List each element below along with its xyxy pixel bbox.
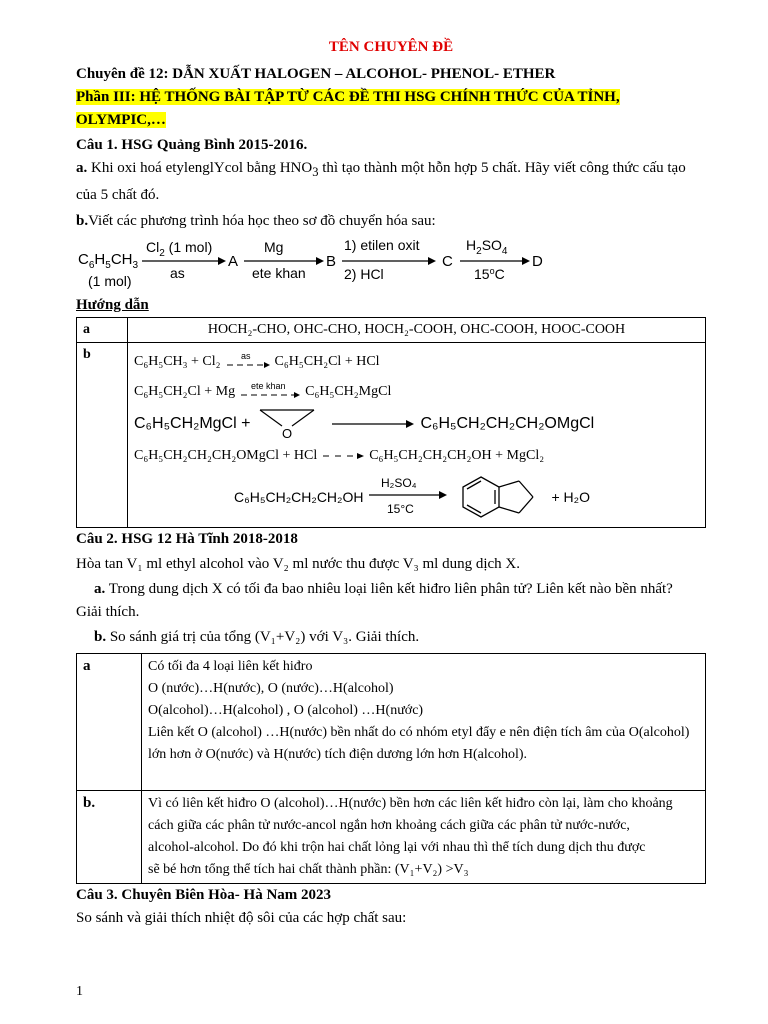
reaction-scheme-svg <box>76 236 706 292</box>
equation-5 <box>134 471 699 523</box>
eq3-left: C₆H₅CH₂MgCl + <box>134 415 251 432</box>
indane-structure <box>455 473 547 521</box>
scheme-r1-above: $Cl_2$ (1 mol) <box>146 239 213 259</box>
q2-intro: Hòa tan V₁ ml ethyl alcohol vào V₂ ml nước thu được V₃ ml dung dịch X. <box>76 556 521 572</box>
q3-heading: Câu 3. Chuyên Biên Hòa- Hà Nam 2023 <box>76 887 332 903</box>
document-title: TÊN CHUYÊN ĐỀ <box>328 39 454 55</box>
q1-a-sub: 3 <box>312 165 319 179</box>
eq2-right: C₆H₅CH₂MgCl <box>305 384 392 399</box>
eq5-right: + H₂O <box>551 489 590 505</box>
scheme-arrow-1-head <box>218 257 226 265</box>
part-heading <box>76 86 706 109</box>
q1-b-label: b. <box>76 213 89 229</box>
q1-b-text: Viết các phương trình hóa học theo sơ đồ chuyển hóa sau: <box>88 213 436 229</box>
scheme-r4-above: $H_2SO_4$ <box>466 237 508 257</box>
scheme-arrow-4-head <box>522 257 530 265</box>
eq2-left: C₆H₅CH₂Cl + Mg <box>134 384 236 399</box>
q2-part-b <box>76 626 706 649</box>
q2-b-label: b. <box>94 629 107 645</box>
q1-answer-table <box>76 317 706 528</box>
eq3-right: C₆H₅CH₂CH₂CH₂OMgCl <box>420 415 595 432</box>
scheme-r2-below: ete khan <box>252 265 306 281</box>
q1-row-a-answer: HOCH₂-CHO, OHC-CHO, HOCH₂-COOH, OHC-COOH, HOOC-COOH <box>128 318 706 343</box>
eq4-left: C₆H₅CH₂CH₂CH₂OMgCl + HCl <box>134 448 318 463</box>
q3-text: So sánh và giải thích nhiệt độ sôi của các hợp chất sau: <box>76 910 407 926</box>
q1-part-b <box>76 210 706 233</box>
eq1-arrow <box>225 351 271 373</box>
q2-a-spacer <box>148 766 699 788</box>
q2-heading: Câu 2. HSG 12 Hà Tĩnh 2018-2018 <box>76 531 298 547</box>
q1-row-a-label: a <box>77 318 128 343</box>
eq3-arrow <box>330 417 414 431</box>
eq5-left: C₆H₅CH₂CH₂CH₂OH <box>234 489 364 505</box>
scheme-p4: D <box>532 253 543 270</box>
q2-a-line4: Liên kết O (alcohol) …H(nước) bền nhất do có nhóm etyl đẩy e nên điện tích âm của O(alcohol) <box>148 725 690 740</box>
q1-row-b-label: b <box>77 343 128 528</box>
scheme-r3-below: 2) HCl <box>344 266 384 282</box>
q2-b-line4: sẽ bé hơn tổng thể tích hai chất thành phần: (V₁+V₂) >V₃ <box>148 862 469 877</box>
scheme-arrow-2-head <box>316 257 324 265</box>
part-heading-line1: Phần III: HỆ THỐNG BÀI TẬP TỪ CÁC ĐỀ THI HSG CHÍNH THỨC CỦA TỈNH, <box>76 89 620 105</box>
q1-guide <box>76 294 706 317</box>
q2-b-line3: alcohol-alcohol. Do đó khi trộn hai chất lỏng lại với nhau thì thể tích dung dịch thu được <box>148 840 646 855</box>
eq5-cond-below: 15°C <box>387 502 415 516</box>
eq5-arrow <box>367 473 447 521</box>
q1-part-a <box>76 157 706 184</box>
part-heading-2 <box>76 109 706 132</box>
scheme-reactant-amount: (1 mol) <box>88 273 132 289</box>
q1-row-b-equations <box>128 343 706 528</box>
equation-4 <box>134 441 699 471</box>
equation-2 <box>134 377 699 407</box>
q2-a-label: a. <box>94 581 106 597</box>
q2-b-text: So sánh giá trị của tổng (V₁+V₂) với V₃. Giải thích. <box>106 629 420 645</box>
scheme-r3-above: 1) etilen oxit <box>344 237 420 253</box>
scheme-r2-above: Mg <box>264 239 284 255</box>
q1-a-label: a. <box>76 160 88 176</box>
q2-a-text: Trong dung dịch X có tối đa bao nhiêu loại liên kết hiđro liên phân tử? Liên kết nào bền nhất? <box>105 581 673 597</box>
q1-heading: Câu 1. HSG Quảng Bình 2015-2016. <box>76 137 308 153</box>
q2-answer-table <box>76 653 706 884</box>
reaction-scheme <box>76 236 706 292</box>
scheme-p2: B <box>326 253 337 270</box>
eq1-cond: as <box>240 351 251 361</box>
equation-3 <box>134 407 699 441</box>
scheme-p3: C <box>442 253 453 270</box>
table-row <box>77 654 706 791</box>
epoxide-ring <box>256 408 318 440</box>
epoxide-oxygen: O <box>282 426 293 440</box>
q2-b-line1: Vì có liên kết hiđro O (alcohol)…H(nước) bền hơn các liên kết hiđro còn lại, làm cho khoảng <box>148 796 673 811</box>
q2-row-b-label: b. <box>77 791 142 884</box>
eq1-left: C₆H₅CH₃ + Cl₂ <box>134 354 221 369</box>
table-row <box>77 343 706 528</box>
q1-a-text1: Khi oxi hoá etylenglYcol bằng HNO <box>87 160 313 176</box>
page-number: 1 <box>76 984 83 999</box>
scheme-p1: A <box>228 253 239 270</box>
eq4-arrow <box>321 449 365 463</box>
scheme-r1-below: as <box>170 265 185 281</box>
eq2-cond: ete khan <box>251 381 286 391</box>
q2-part-a <box>76 578 706 601</box>
q2-b-line2: cách giữa các phân tử nước-ancol ngắn hơn khoảng cách giữa các phân tử nước-nước, <box>148 818 630 833</box>
eq4-right: C₆H₅CH₂CH₂CH₂OH + MgCl₂ <box>369 448 545 463</box>
scheme-arrow-3-head <box>428 257 436 265</box>
q2-a-line5: lớn hơn ở O(nước) và H(nước) tích điện dương lớn hơn H(alcohol). <box>148 747 528 762</box>
q2-a-text2: Giải thích. <box>76 604 140 620</box>
q1-a-text2: thì tạo thành một hỗn hợp 5 chất. Hãy viết công thức cấu tạo <box>318 160 686 176</box>
part-heading-line2: OLYMPIC,… <box>76 112 166 128</box>
table-row <box>77 318 706 343</box>
eq1-right: C₆H₅CH₂Cl + HCl <box>274 354 380 369</box>
eq2-arrow <box>239 381 301 403</box>
scheme-r4-below: 15$^o$C <box>474 266 505 282</box>
equation-1 <box>134 347 699 377</box>
q2-a-line3: O(alcohol)…H(alcohol) , O (alcohol) …H(nước) <box>148 703 424 718</box>
topic-heading: Chuyên đề 12: DẪN XUẤT HALOGEN – ALCOHOL- PHENOL- ETHER <box>76 66 556 82</box>
eq5-cond-above: H₂SO₄ <box>381 476 418 490</box>
q2-a-line1: Có tối đa 4 loại liên kết hiđro <box>148 659 313 674</box>
q2-row-a-label: a <box>77 654 142 791</box>
q1-a-text3: của 5 chất đó. <box>76 187 160 203</box>
scheme-reactant: $C_6H_5CH_3$ <box>78 251 139 271</box>
q2-row-b-answer <box>142 791 706 884</box>
q2-row-a-answer <box>142 654 706 791</box>
q2-a-line2: O (nước)…H(nước), O (nước)…H(alcohol) <box>148 681 394 696</box>
q1-guide-label: Hướng dẫn <box>76 297 149 313</box>
table-row <box>77 791 706 884</box>
document-page <box>76 36 706 930</box>
